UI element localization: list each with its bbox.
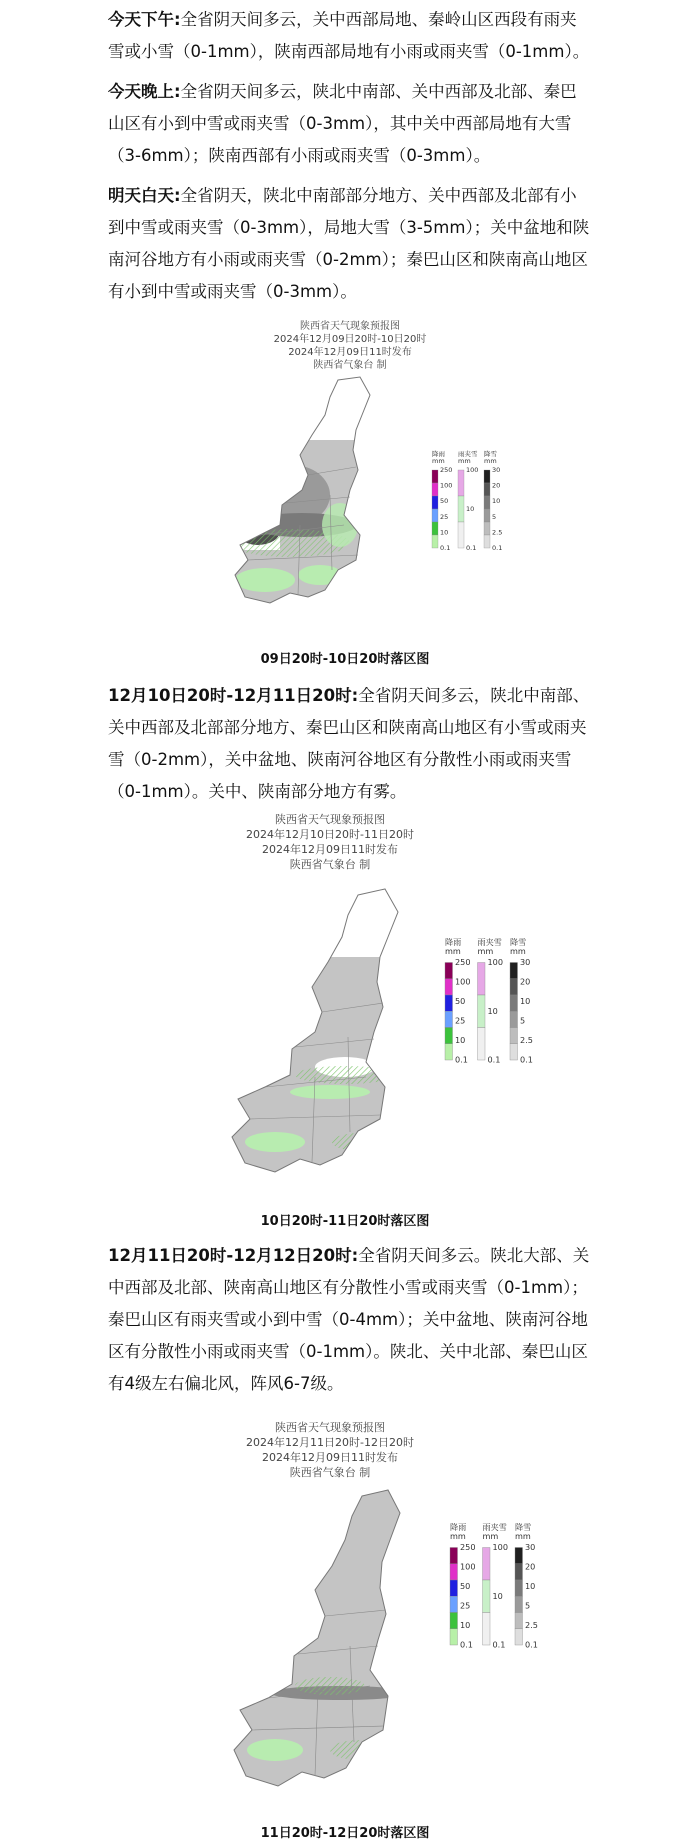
legend-swatch-rain [450,1580,458,1596]
legend-swatch-sleet [478,963,486,996]
legend-tick-sleet: 0.1 [466,544,477,552]
map-title: 陕西省天气现象预报图 [275,1421,385,1434]
legend-tick-snow: 2.5 [525,1620,538,1630]
legend-swatch-snow [510,963,518,979]
period-label: 12月11日20时-12月12日20时: [108,1246,359,1265]
legend-tick-snow: 20 [525,1561,536,1572]
legend-swatch-sleet [478,1028,486,1061]
map-title-block [200,812,460,872]
forecast-paragraph-afternoon [108,4,592,68]
legend-tick-rain: 25 [460,1600,471,1611]
legend-swatch-snow [510,1044,518,1060]
forecast-text: 全省阴天间多云，关中西部局地、秦岭山区西段有雨夹雪或小雪（0-1mm），陕南西部局地有小雨或雨夹雪（0-1mm）。 [108,10,590,61]
legend-swatch-rain [432,509,438,522]
legend-title-sleet: 雨夹雪 [458,450,478,458]
legend-swatch-snow [515,1580,523,1596]
legend-swatch-rain [432,483,438,496]
legend-tick-sleet: 100 [492,1542,508,1552]
legend-tick-snow: 2.5 [520,1035,533,1045]
map-period: 2024年12月11日20时-12日20时 [246,1436,414,1449]
legend-swatch-snow [515,1596,523,1612]
legend-tick-snow: 5 [492,512,497,521]
legend-swatch-snow [510,979,518,995]
legend-swatch-rain [432,535,438,548]
legend-swatch-snow [484,470,490,483]
map-org: 陕西省气象台 制 [289,858,371,871]
legend-swatch-rain [432,470,438,483]
legend-map-1 [428,448,508,558]
legend-unit: mm [482,1530,499,1541]
map-title: 陕西省天气现象预报图 [300,321,400,332]
map-caption-2: 10日20时-11日20时落区图 [260,1214,430,1229]
legend-title-snow: 降雪 [484,450,497,458]
legend-swatch-rain [445,1028,453,1044]
legend-unit: mm [510,945,526,956]
legend-title-rain: 降雨 [445,937,462,947]
map-issued: 2024年12月09日11时发布 [262,1451,398,1464]
legend-swatch-rain [445,963,453,979]
forecast-paragraph-day3 [108,1240,592,1400]
legend-tick-rain: 100 [440,481,453,490]
legend-swatch-sleet [483,1580,491,1613]
legend-tick-snow: 30 [525,1542,536,1552]
map-org: 陕西省气象台 制 [313,360,387,371]
legend-swatch-rain [432,496,438,509]
legend-unit: mm [432,457,445,465]
legend-title-snow: 降雪 [510,937,527,947]
legend-swatch-rain [432,522,438,535]
map-period: 2024年12月10日20时-11日20时 [246,828,414,841]
legend-unit: mm [458,457,471,465]
legend-swatch-snow [484,522,490,535]
legend-tick-rain: 25 [455,1015,466,1026]
forecast-paragraph-evening [108,76,592,172]
map-caption-1: 09日20时-10日20时落区图 [260,652,430,667]
map-caption-3: 11日20时-12日20时落区图 [260,1826,430,1841]
legend-swatch-snow [484,496,490,509]
legend-tick-rain: 0.1 [455,1054,468,1065]
legend-swatch-snow [515,1613,523,1629]
legend-swatch-sleet [483,1548,491,1581]
legend-tick-snow: 0.1 [520,1054,533,1065]
legend-tick-sleet: 0.1 [492,1639,506,1650]
forecast-text: 全省阴天间多云，陕北中南部、关中西部及北部部分地方、秦巴山区和陕南高山地区有小雪或雨夹雪（0-2mm），关中盆地、陕南河谷地区有分散性小雨或雨夹雪（0-1mm）。关中、陕南部分地方有雾。 [108,686,590,801]
map-org: 陕西省气象台 制 [289,1466,371,1479]
legend-swatch-snow [510,995,518,1011]
period-label: 今天晚上: [108,82,181,101]
legend-swatch-snow [515,1629,523,1645]
legend-tick-snow: 30 [492,466,501,474]
legend-swatch-sleet [458,470,464,496]
legend-tick-snow: 10 [520,996,531,1006]
legend-tick-rain: 50 [455,996,466,1006]
legend-swatch-rain [450,1564,458,1580]
legend-swatch-sleet [483,1613,491,1646]
legend-swatch-rain [450,1548,458,1564]
legend-swatch-snow [484,509,490,522]
legend-swatch-rain [450,1613,458,1629]
map-issued: 2024年12月09日11时发布 [288,347,412,358]
legend-title-rain: 降雨 [450,1522,467,1532]
legend-tick-rain: 10 [440,528,449,537]
legend-swatch-snow [515,1548,523,1564]
period-label: 今天下午: [108,10,181,29]
legend-swatch-rain [445,995,453,1011]
legend-tick-snow: 0.1 [525,1639,538,1650]
legend-unit: mm [450,1530,466,1541]
legend-tick-rain: 25 [440,512,449,521]
forecast-text: 全省阴天间多云。陕北大部、关中西部及北部、陕南高山地区有分散性小雪或雨夹雪（0-1mm）；秦巴山区有雨夹雪或小到中雪（0-4mm）；关中盆地、陕南河谷地区有分散性小雨或雨夹雪（0-1mm）。陕北、关中北部、秦巴山区有4级左右偏北风，阵风6-7级。 [108,1246,590,1393]
legend-tick-rain: 10 [460,1620,471,1630]
legend-tick-sleet: 0.1 [487,1054,501,1065]
legend-tick-rain: 0.1 [460,1639,473,1650]
legend-title-snow: 降雪 [515,1522,532,1532]
legend-tick-snow: 30 [520,957,531,967]
legend-map-3 [445,1520,545,1655]
legend-tick-snow: 5 [525,1600,531,1611]
legend-1 [395,515,396,516]
legend-unit: mm [515,1530,531,1541]
legend-tick-sleet: 100 [466,466,479,474]
legend-swatch-sleet [458,522,464,548]
forecast-paragraph-day2 [108,680,592,808]
legend-tick-sleet: 10 [487,1005,498,1016]
legend-swatch-rain [445,1011,453,1027]
legend-swatch-sleet [478,995,486,1028]
legend-tick-rain: 50 [440,497,449,506]
legend-tick-rain: 0.1 [440,544,451,552]
legend-unit: mm [445,945,461,956]
legend-tick-snow: 5 [520,1015,526,1026]
legend-tick-snow: 20 [520,976,531,987]
legend-swatch-rain [450,1629,458,1645]
legend-swatch-snow [515,1564,523,1580]
legend-title-sleet: 雨夹雪 [477,937,502,947]
legend-tick-rain: 10 [455,1035,466,1045]
legend-tick-rain: 100 [455,976,471,987]
legend-title-rain: 降雨 [432,450,445,458]
map-title-block [220,320,480,372]
map-title-block [200,1420,460,1480]
legend-swatch-rain [445,979,453,995]
legend-tick-sleet: 10 [492,1590,503,1601]
legend-unit: mm [477,945,494,956]
legend-map-2 [440,935,540,1070]
legend-swatch-snow [484,483,490,496]
forecast-text: 全省阴天，陕北中南部部分地方、关中西部及北部有小到中雪或雨夹雪（0-3mm），局地大雪（3-5mm）；关中盆地和陕南河谷地方有小雨或雨夹雪（0-2mm）；秦巴山区和陕南高山地区有小到中雪或雨夹雪（0-3mm）。 [108,186,590,301]
legend-title-sleet: 雨夹雪 [482,1522,507,1532]
map-title: 陕西省天气现象预报图 [275,813,385,826]
period-label: 明天白天: [108,186,181,205]
legend-tick-rain: 250 [460,1542,476,1552]
map-issued: 2024年12月09日11时发布 [262,843,398,856]
legend-swatch-snow [510,1028,518,1044]
legend-swatch-rain [450,1596,458,1612]
legend-tick-snow: 20 [492,481,501,490]
forecast-text: 全省阴天间多云，陕北中南部、关中西部及北部、秦巴山区有小到中雪或雨夹雪（0-3mm），其中关中西部局地有大雪（3-6mm）；陕南西部有小雨或雨夹雪（0-3mm）。 [108,82,577,165]
legend-swatch-snow [484,535,490,548]
legend-tick-snow: 10 [492,497,501,506]
legend-tick-rain: 50 [460,1581,471,1591]
legend-swatch-rain [445,1044,453,1060]
period-label: 12月10日20时-12月11日20时: [108,686,359,705]
forecast-paragraph-tomorrow [108,180,592,308]
legend-tick-snow: 2.5 [492,528,503,537]
map-period: 2024年12月09日20时-10日20时 [273,334,427,345]
legend-tick-snow: 0.1 [492,544,503,552]
legend-unit: mm [484,457,497,465]
legend-tick-rain: 250 [455,957,471,967]
legend-tick-rain: 250 [440,466,453,474]
legend-tick-snow: 10 [525,1581,536,1591]
legend-swatch-sleet [458,496,464,522]
legend-tick-rain: 100 [460,1561,476,1572]
legend-tick-sleet: 10 [466,505,475,513]
legend-swatch-snow [510,1011,518,1027]
legend-tick-sleet: 100 [487,957,503,967]
